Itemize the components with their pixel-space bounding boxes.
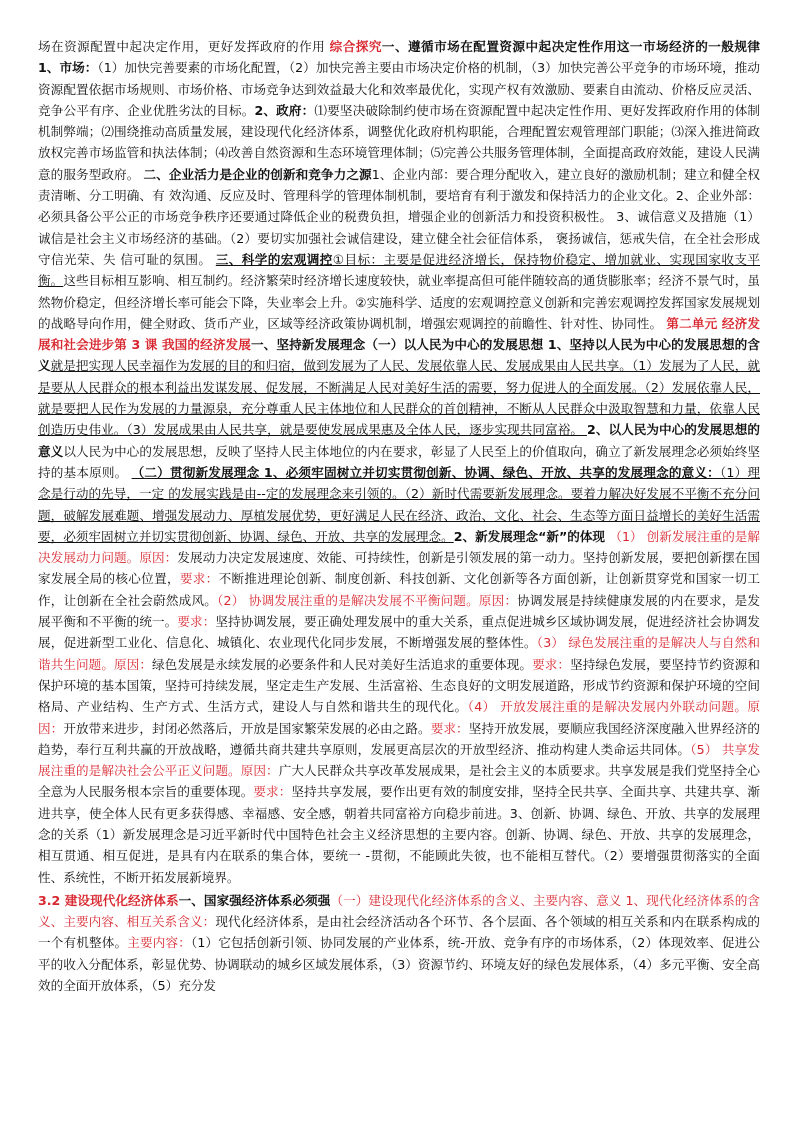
text-run: 1、企业内部：要合理分配收入，建立良好的激励机制；建立和健全权责清晰、分工明确、有 效沟通、反应及时、管理科学的管理体制机制，要培育有利于激发和保持活力的企业文化。2、企业外部：必须具备公平公正的市场竞争秩序还要通过降低企业的税费负担，增强企业的创新活力和投资积极性。 3、诚信意义及措施（1）诚信是社会主义市场经济的基础。（2）要切实加强社会诚信建设，建立健全社会征信体系， 褒扬诚信，惩戒失信，在全社会形成守信光荣、失 信可耻的氛围。	[38, 166, 760, 267]
text-run: 坚持协调发展，要正确处理发展中的重大关系，重点促进城乡区域协调发展，促进经济社会协调发展，促进新型工业化、信息化、城镇化、农业现代化同步发展，不断增强发展的整体性。	[38, 614, 761, 651]
section-3-2-paragraph	[38, 890, 760, 996]
text-run: （1）它包括创新引领、协同发展的产业体系，统-开放、竞争有序的市场体系，（2）体现效率、促进公平的收入分配体系，彰显优势、协调联动的城乡区域发展体系，（3）资源节约、环境友好的绿色发展体系，（4）多元平衡、安全高效的全面开放体系，（5）充分发	[38, 935, 760, 994]
text-run: 一、坚持新发展理念（一）以人民为中心的发展思想 1、坚持以人民为中心的发展思想的含义	[38, 337, 760, 374]
text-run: 坚持共享发展，要作出更有效的制度安排，坚持全民共享、全面共享、共建共享、渐进共享，使全体人民有更多获得感、幸福感、安全感，朝着共同富裕方向稳步前进。3、创新、协调、绿色、开放、共享的发展理念的关系（1）新发展理念是习近平新时代中国特色社会主义经济思想的主要内容。创新、协调、绿色、开放、共享的发展理念，相互贯通、相互促进，是具有内在联系的集合体，要统一 -贯彻，不能顾此失彼，也不能相互替代。（2）要增强贯彻落实的全面性、系统性，不断开拓发展新境界。	[38, 784, 761, 885]
text-run: 2、以人民为中心的发展思想的意义	[38, 422, 761, 459]
text-run: 一、国家强经济体系必须强	[178, 892, 331, 908]
text-run: （4） 开放发展注重的是解决发展内外联动问题。原因：	[38, 699, 760, 736]
text-run: 要求：	[177, 614, 216, 630]
text-run: （2） 协调发展注重的是解决发展不平衡问题。原因：	[217, 592, 518, 608]
text-run: 以人民为中心的发展思想，反映了坚持人民主体地位的内在要求，彰显了人民至上的价值取向，确立了新发展理念必须始终坚持的基本原则。	[38, 443, 761, 480]
text-run: 二、企业活力是企业的创新和竞争力之源	[143, 166, 372, 182]
text-run: 一、遵循市场在配置资源中起决定性作用这一市场经济的一般规律 1、市场：	[38, 39, 761, 76]
text-run: 要求：	[253, 784, 292, 800]
text-run: 现代化经济体系，是由社会经济活动各个环节、各个层面、各个领域的相互关系和内在联系构成的一个有机整体。	[38, 914, 761, 951]
text-run: 就是把实现人民幸福作为发展的目的和归宿，做到发展为了人民、发展依靠人民、发展成果由人民共享。（1）发展为了人民，就是要从人民群众的根本利益出发谋发展、促发展，不断满足人民对美好生活的需要，努力促进人的全面发展。（2）发展依靠人民，就是要把人民作为发展的力量源泉，充分尊重人民主体地位和人民群众的首创精神，不断从人民群众中汲取智慧和力量，依靠人民创造历史伟业。（3）发展成果由人民共享，就是要使发展成果惠及全体人民，逐步实现共同富裕。	[38, 358, 760, 438]
text-run: 协调发展是持续健康发展的内在要求，是发展平衡和不平衡的统一。	[38, 592, 761, 630]
text-run: （1）加快完善要素的市场化配置，（2）加快完善主要由市场决定价格的机制，（3）加快完善公平竞争的市场环境，推动资源配置依据市场规则、市场价格、市场竞争达到效益最大化和效率最优化，实现产权有效激励、要素自由流动、价格反应灵活、竞争公平有序、企业优胜劣汰的目标。	[38, 60, 761, 118]
text-run: 要求：	[532, 656, 571, 672]
text-run: 不断推进理论创新、制度创新、科技创新、文化创新等各方面创新，让创新贯穿党和国家一切工作，让创新在全社会蔚然成风。	[38, 571, 761, 608]
text-run: 这些目标相互影响、相互制约。经济繁荣时经济增长速度较快，就业率提高但可能伴随较高的通货膨胀率；经济不景气时，虽然物价稳定，但经济增长率可能会下降，失业率会上升。②实施科学、适度的宏观调控意义创新和完善宏观调控发挥国家发展规划的战略导向作用，健全财政、货币产业，区域等经济政策协调机制，增强宏观调控的前瞻性、针对性、协同性。	[38, 273, 761, 331]
text-run: 发展动力决定发展速度、效能、可持续性，创新是引领发展的第一动力。坚持创新发展，要把创新摆在国家发展全局的核心位置，	[38, 550, 761, 587]
text-run: （1）理念是行动的先导，一定 的发展实践是由--定的发展理念来引领的。（2）新时代需要新发展理念。要着力解决好发展不平衡不充分问题，破解发展难题、增强发展动力、厚植发展优势，更好满足人民在经济、政治、文化、社会、生态等方面日益增长的美好生活需要，必须牢固树立并切实贯彻创新、协调、绿色、开放、共享的发展理念。	[38, 464, 760, 544]
text-run: （二）贯彻新发展理念 1、必须牢固树立并切实贯彻创新、协调、绿色、开放、共享的发展理念的意义：	[131, 464, 720, 480]
text-run: 三、科学的宏观调控	[215, 251, 333, 267]
text-run: ①目标：主要是促进经济增长，保持物价稳定、增加就业、实现国家收支平衡。	[38, 251, 761, 289]
text-run: 主要内容：	[127, 935, 191, 951]
text-run: （一）建设现代化经济体系的含义、主要内容、意义 1、现代化经济体系的含义、主要内容、相互关系含义：	[38, 892, 760, 930]
text-run: （1） 创新发展注重的是解决发展动力问题。原因：	[38, 528, 760, 566]
text-run: （5） 共享发展注重的是解决社会公平正义问题。原因：	[38, 741, 761, 779]
text-run: 要求：	[430, 720, 469, 736]
text-run: 场在资源配置中起决定作用，更好发挥政府的作用	[38, 39, 330, 54]
text-run: 要求：	[179, 571, 219, 587]
text-run: 广大人民群众共享改革发展成果，是社会主义的本质要求。共享发展是我们党坚持全心全意为人民服务根本宗旨的重要体现。	[38, 763, 761, 800]
text-run: 2、新发展理念“新”的体现	[453, 528, 610, 544]
text-run: 综合探究	[329, 39, 382, 54]
text-run: 第二单元 经济发展和社会进步第 3 课 我国的经济发展	[38, 315, 760, 353]
text-run: （3） 绿色发展注重的是解决人与自然和谐共生问题。原因：	[38, 635, 761, 672]
main-paragraph	[38, 36, 760, 888]
text-run: 坚持开放发展，要顺应我国经济深度融入世界经济的趋势，奉行互利共赢的开放战略，遵循共商共建共享原则，发展更高层次的开放型经济、推动构建人类命运共同体。	[38, 720, 761, 757]
text-run: 2、政府：	[254, 102, 315, 118]
text-run: ⑴要坚决破除制约使市场在资源配置中起决定性作用、更好发挥政府作用的体制机制弊端；⑵围绕推动高质量发展，建设现代化经济体系，调整优化政府机构职能，合理配置宏观管理部门职能；⑶深入推进简政放权完善市场监管和执法体制；⑷改善自然资源和生态环境管理体制；⑸完善公共服务管理体制，全面提高政府效能，建设人民满意的服务型政府。	[38, 102, 761, 182]
text-run: 3.2 建设现代化经济体系	[38, 892, 179, 908]
text-run: 绿色发展是永续发展的必要条件和人民对美好生活追求的重要体现。	[152, 656, 533, 672]
text-run: 开放带来进步，封闭必然落后，开放是国家繁荣发展的必由之路。	[63, 720, 431, 736]
text-run: 坚持绿色发展，要坚持节约资源和保护环境的基本国策，坚持可持续发展，坚定走生产发展、生活富裕、生态良好的文明发展道路，形成节约资源和保护环境的空间格局、产业结构、生产方式、生活方式，建设人与自然和谐共生的现代化。	[38, 656, 761, 715]
